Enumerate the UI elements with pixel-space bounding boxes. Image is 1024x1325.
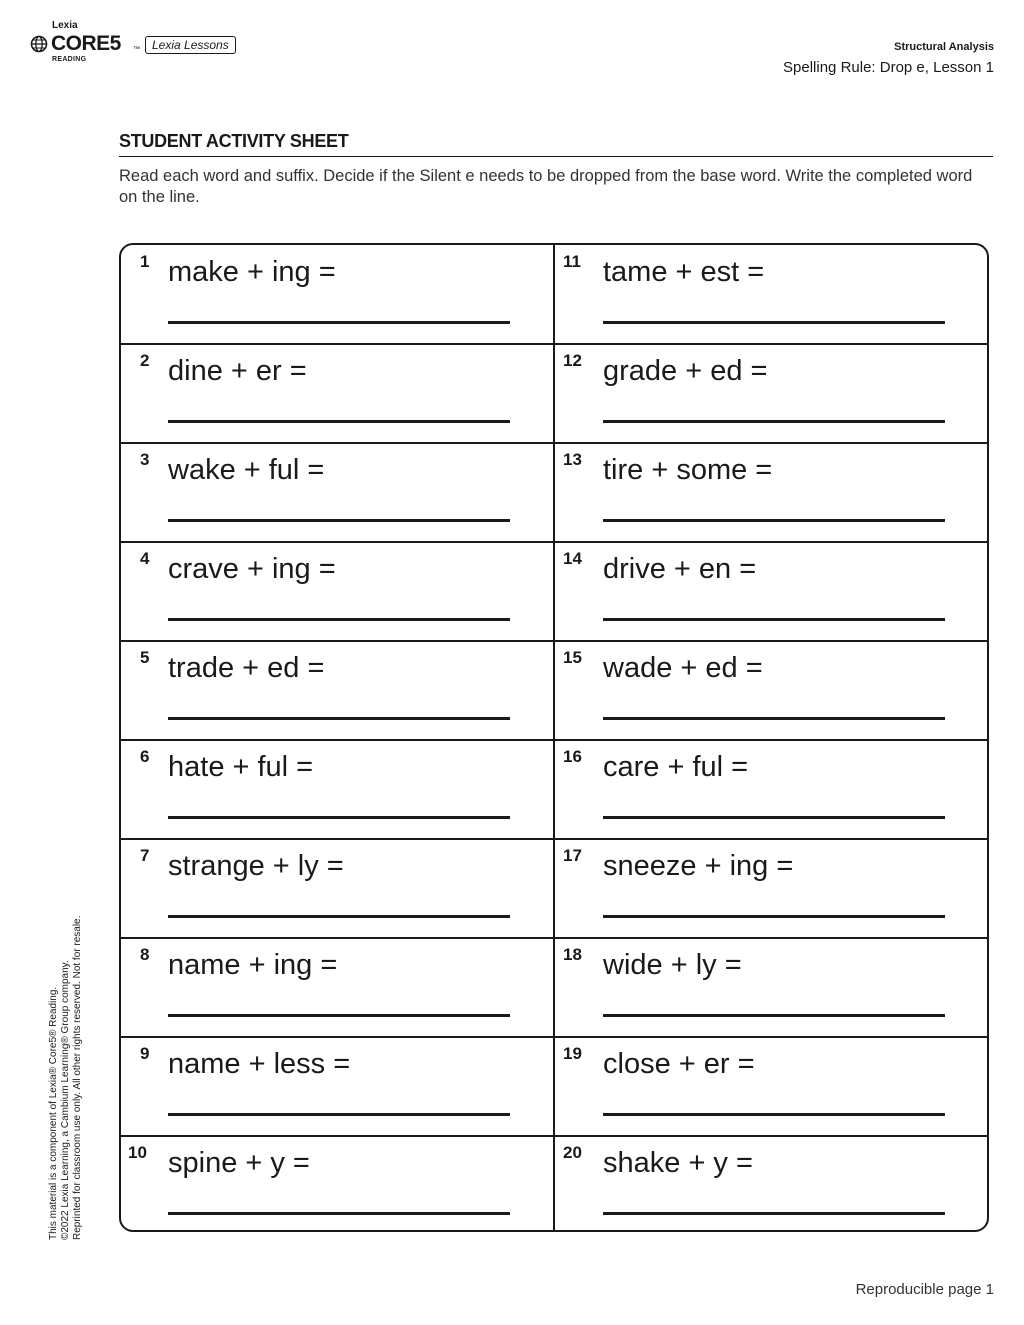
item-expression: grade + ed = bbox=[603, 355, 768, 387]
answer-line[interactable] bbox=[168, 618, 510, 621]
activity-item bbox=[120, 343, 554, 442]
activity-item bbox=[120, 739, 554, 838]
answer-line[interactable] bbox=[168, 717, 510, 720]
activity-item bbox=[120, 244, 554, 343]
item-expression: wade + ed = bbox=[603, 652, 763, 684]
logo-core5-text: CORE5 bbox=[51, 32, 121, 55]
item-number: 1 bbox=[140, 252, 150, 271]
item-number: 6 bbox=[140, 747, 150, 766]
item-expression: wake + ful = bbox=[168, 454, 325, 486]
item-expression: trade + ed = bbox=[168, 652, 325, 684]
item-number: 18 bbox=[563, 945, 582, 964]
activity-item bbox=[555, 937, 989, 1036]
item-expression: name + less = bbox=[168, 1048, 351, 1080]
answer-line[interactable] bbox=[168, 1113, 510, 1116]
page-footer: Reproducible page 1 bbox=[855, 1281, 994, 1298]
answer-line[interactable] bbox=[168, 1212, 510, 1215]
activity-item bbox=[555, 838, 989, 937]
globe-icon bbox=[30, 35, 48, 53]
item-expression: name + ing = bbox=[168, 949, 338, 981]
activity-item bbox=[555, 739, 989, 838]
item-number: 15 bbox=[563, 648, 582, 667]
copyright-line-3: Reprinted for classroom use only. All other rights reserved. Not for resale. bbox=[72, 915, 83, 1240]
item-expression: make + ing = bbox=[168, 256, 336, 288]
activity-item bbox=[120, 937, 554, 1036]
item-number: 12 bbox=[563, 351, 582, 370]
answer-line[interactable] bbox=[168, 321, 510, 324]
item-number: 8 bbox=[140, 945, 150, 964]
answer-line[interactable] bbox=[168, 915, 510, 918]
logo-reading-text: READING bbox=[52, 56, 87, 63]
item-expression: wide + ly = bbox=[603, 949, 742, 981]
answer-line[interactable] bbox=[603, 618, 945, 621]
logo-lexia-lessons: Lexia Lessons bbox=[145, 36, 236, 54]
sheet-title: STUDENT ACTIVITY SHEET bbox=[119, 131, 349, 151]
activity-item bbox=[555, 244, 989, 343]
title-divider bbox=[119, 156, 993, 157]
answer-line[interactable] bbox=[603, 321, 945, 324]
activity-item bbox=[555, 1135, 989, 1234]
answer-line[interactable] bbox=[603, 717, 945, 720]
item-number: 17 bbox=[563, 846, 582, 865]
logo-lexia-text: Lexia bbox=[52, 20, 78, 31]
answer-line[interactable] bbox=[603, 1113, 945, 1116]
item-number: 3 bbox=[140, 450, 150, 469]
item-expression: crave + ing = bbox=[168, 553, 336, 585]
item-expression: tire + some = bbox=[603, 454, 773, 486]
item-expression: spine + y = bbox=[168, 1147, 310, 1179]
answer-line[interactable] bbox=[168, 1014, 510, 1017]
answer-line[interactable] bbox=[603, 1212, 945, 1215]
copyright-note bbox=[48, 900, 84, 1240]
activity-item bbox=[120, 442, 554, 541]
answer-line[interactable] bbox=[168, 519, 510, 522]
trademark-mark: ™ bbox=[133, 46, 140, 53]
answer-line[interactable] bbox=[603, 519, 945, 522]
activity-item bbox=[120, 1036, 554, 1135]
item-expression: shake + y = bbox=[603, 1147, 753, 1179]
activity-item bbox=[555, 1036, 989, 1135]
item-expression: close + er = bbox=[603, 1048, 755, 1080]
item-number: 11 bbox=[563, 252, 581, 271]
item-number: 5 bbox=[140, 648, 150, 667]
item-expression: sneeze + ing = bbox=[603, 850, 794, 882]
item-number: 13 bbox=[563, 450, 582, 469]
answer-line[interactable] bbox=[168, 816, 510, 819]
header-lesson: Spelling Rule: Drop e, Lesson 1 bbox=[783, 59, 994, 76]
item-expression: drive + en = bbox=[603, 553, 757, 585]
activity-item bbox=[120, 640, 554, 739]
activity-item bbox=[120, 838, 554, 937]
item-number: 9 bbox=[140, 1044, 150, 1063]
item-number: 4 bbox=[140, 549, 150, 568]
copyright-line-1: This material is a component of Lexia® Core5® Reading. bbox=[48, 986, 59, 1240]
activity-item bbox=[120, 541, 554, 640]
instructions: Read each word and suffix. Decide if the Silent e needs to be dropped from the base word. Write the completed word on the line. bbox=[119, 167, 973, 206]
answer-line[interactable] bbox=[603, 915, 945, 918]
item-expression: care + ful = bbox=[603, 751, 749, 783]
answer-line[interactable] bbox=[603, 816, 945, 819]
item-number: 10 bbox=[128, 1143, 147, 1162]
activity-item bbox=[555, 640, 989, 739]
item-number: 14 bbox=[563, 549, 582, 568]
item-number: 16 bbox=[563, 747, 582, 766]
activity-item bbox=[120, 1135, 554, 1234]
item-number: 20 bbox=[563, 1143, 582, 1162]
activity-item bbox=[555, 442, 989, 541]
answer-line[interactable] bbox=[603, 420, 945, 423]
item-number: 19 bbox=[563, 1044, 582, 1063]
answer-line[interactable] bbox=[603, 1014, 945, 1017]
lexia-core5-logo bbox=[30, 20, 270, 70]
activity-item bbox=[555, 541, 989, 640]
item-expression: strange + ly = bbox=[168, 850, 344, 882]
item-expression: tame + est = bbox=[603, 256, 765, 288]
item-number: 2 bbox=[140, 351, 150, 370]
copyright-line-2: ©2022 Lexia Learning, a Cambium Learning® Group company. bbox=[60, 960, 71, 1240]
item-number: 7 bbox=[140, 846, 150, 865]
activity-item bbox=[555, 343, 989, 442]
header-category: Structural Analysis bbox=[894, 41, 994, 53]
item-expression: hate + ful = bbox=[168, 751, 314, 783]
answer-line[interactable] bbox=[168, 420, 510, 423]
item-expression: dine + er = bbox=[168, 355, 307, 387]
